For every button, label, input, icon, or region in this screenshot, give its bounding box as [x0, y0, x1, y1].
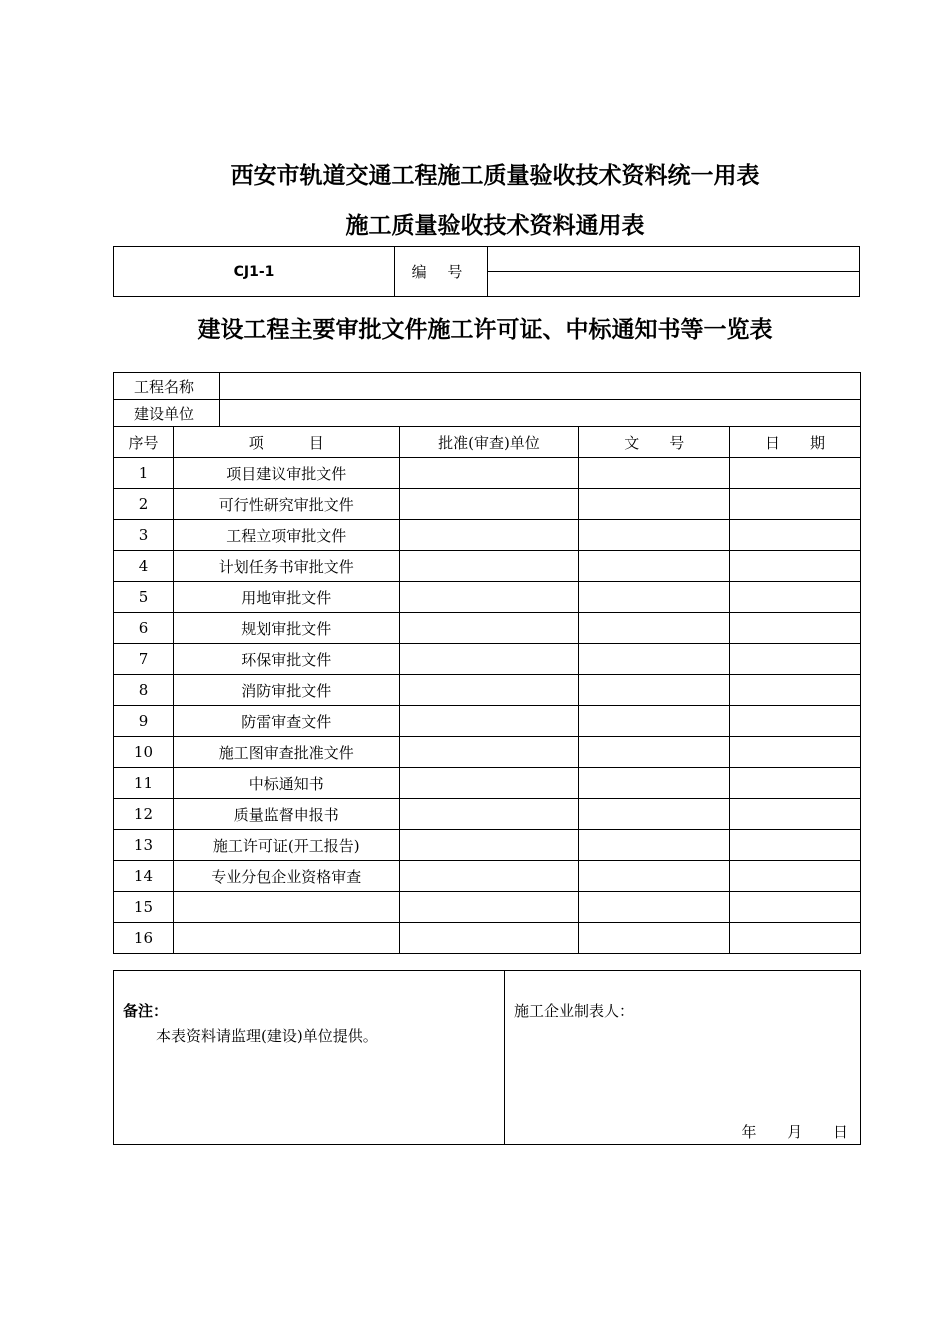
doc-no-cell[interactable] [579, 799, 730, 830]
number-label: 编 号 [395, 247, 488, 297]
approval-unit-cell[interactable] [399, 551, 579, 582]
project-name-label: 工程名称 [114, 373, 220, 400]
approval-unit-cell[interactable] [399, 923, 579, 954]
item-cell: 规划审批文件 [173, 613, 399, 644]
date-cell[interactable] [730, 675, 861, 706]
doc-no-cell[interactable] [579, 489, 730, 520]
doc-no-cell[interactable] [579, 675, 730, 706]
table-row [114, 551, 861, 582]
approval-unit-cell[interactable] [399, 861, 579, 892]
seq-cell: 15 [114, 892, 174, 923]
seq-cell: 3 [114, 520, 174, 551]
item-cell: 施工图审查批准文件 [173, 737, 399, 768]
doc-no-cell[interactable] [579, 520, 730, 551]
form-code: CJ1-1 [114, 247, 395, 297]
date-cell[interactable] [730, 737, 861, 768]
doc-no-cell[interactable] [579, 892, 730, 923]
number-field[interactable] [488, 247, 860, 297]
notes-text: 本表资料请监理(建设)单位提供。 [156, 1027, 378, 1045]
approval-unit-cell[interactable] [399, 737, 579, 768]
doc-no-header: 文 号 [579, 427, 730, 458]
approval-unit-cell[interactable] [399, 489, 579, 520]
seq-cell: 5 [114, 582, 174, 613]
seq-cell: 14 [114, 861, 174, 892]
doc-no-cell[interactable] [579, 582, 730, 613]
seq-cell: 16 [114, 923, 174, 954]
date-cell[interactable] [730, 458, 861, 489]
table-row [114, 830, 861, 861]
date-cell[interactable] [730, 644, 861, 675]
approval-unit-cell[interactable] [399, 675, 579, 706]
notes-title: 备注： [123, 1002, 169, 1020]
item-cell: 专业分包企业资格审查 [173, 861, 399, 892]
seq-cell: 2 [114, 489, 174, 520]
seq-cell: 11 [114, 768, 174, 799]
seq-cell: 9 [114, 706, 174, 737]
item-cell: 施工许可证(开工报告) [173, 830, 399, 861]
item-cell: 质量监督申报书 [173, 799, 399, 830]
table-row [114, 768, 861, 799]
project-name-field[interactable] [219, 373, 860, 400]
approval-unit-cell[interactable] [399, 768, 579, 799]
number-line [488, 247, 859, 272]
item-cell: 消防审批文件 [173, 675, 399, 706]
date-cell[interactable] [730, 861, 861, 892]
doc-no-cell[interactable] [579, 644, 730, 675]
item-cell: 项目建议审批文件 [173, 458, 399, 489]
date-cell[interactable] [730, 706, 861, 737]
date-cell[interactable] [730, 892, 861, 923]
table-row [114, 706, 861, 737]
doc-no-cell[interactable] [579, 861, 730, 892]
date-cell[interactable] [730, 582, 861, 613]
seq-cell: 4 [114, 551, 174, 582]
seq-cell: 12 [114, 799, 174, 830]
seq-cell: 8 [114, 675, 174, 706]
doc-no-cell[interactable] [579, 830, 730, 861]
date-cell[interactable] [730, 489, 861, 520]
table-row [114, 892, 861, 923]
table-row [114, 861, 861, 892]
item-cell: 防雷审查文件 [173, 706, 399, 737]
item-cell: 环保审批文件 [173, 644, 399, 675]
table-row [114, 737, 861, 768]
seq-cell: 13 [114, 830, 174, 861]
table-row [114, 799, 861, 830]
doc-no-cell[interactable] [579, 768, 730, 799]
maker-cell[interactable] [505, 971, 861, 1145]
approval-unit-cell[interactable] [399, 458, 579, 489]
date-cell[interactable] [730, 613, 861, 644]
seq-header: 序号 [114, 427, 174, 458]
form-series-title: 西安市轨道交通工程施工质量验收技术资料统一用表 [230, 163, 760, 189]
approval-documents-table [113, 372, 861, 954]
seq-cell: 7 [114, 644, 174, 675]
date-cell[interactable] [730, 551, 861, 582]
date-cell[interactable] [730, 830, 861, 861]
item-cell: 计划任务书审批文件 [173, 551, 399, 582]
doc-no-cell[interactable] [579, 458, 730, 489]
client-unit-label: 建设单位 [114, 400, 220, 427]
doc-no-cell[interactable] [579, 706, 730, 737]
doc-no-cell[interactable] [579, 613, 730, 644]
item-cell: 用地审批文件 [173, 582, 399, 613]
table-row [114, 582, 861, 613]
date-cell[interactable] [730, 799, 861, 830]
date-header: 日 期 [730, 427, 861, 458]
approval-unit-cell[interactable] [399, 799, 579, 830]
date-cell[interactable] [730, 520, 861, 551]
approval-unit-cell[interactable] [399, 582, 579, 613]
item-cell [173, 923, 399, 954]
approval-unit-cell[interactable] [399, 644, 579, 675]
seq-cell: 10 [114, 737, 174, 768]
approval-unit-cell[interactable] [399, 706, 579, 737]
seq-cell: 6 [114, 613, 174, 644]
table-row [114, 675, 861, 706]
approval-unit-cell[interactable] [399, 830, 579, 861]
form-code-table [113, 246, 860, 297]
item-cell: 中标通知书 [173, 768, 399, 799]
item-cell [173, 892, 399, 923]
date-cell[interactable] [730, 923, 861, 954]
item-cell: 可行性研究审批文件 [173, 489, 399, 520]
table-row [114, 458, 861, 489]
seq-cell: 1 [114, 458, 174, 489]
maker-label: 施工企业制表人： [514, 1002, 635, 1020]
table-row [114, 489, 861, 520]
approval-unit-header: 批准(审查)单位 [399, 427, 579, 458]
doc-no-cell[interactable] [579, 737, 730, 768]
doc-no-cell[interactable] [579, 923, 730, 954]
doc-no-cell[interactable] [579, 551, 730, 582]
form-category-title: 施工质量验收技术资料通用表 [345, 213, 645, 239]
client-unit-field[interactable] [219, 400, 860, 427]
item-header: 项 目 [173, 427, 399, 458]
date-cell[interactable] [730, 768, 861, 799]
approval-unit-cell[interactable] [399, 520, 579, 551]
approval-unit-cell[interactable] [399, 892, 579, 923]
table-row [114, 923, 861, 954]
table-row [114, 644, 861, 675]
approval-unit-cell[interactable] [399, 613, 579, 644]
notes-cell[interactable] [114, 971, 505, 1145]
item-cell: 工程立项审批文件 [173, 520, 399, 551]
date-line: 年 月 日 [741, 1123, 848, 1141]
table-row [114, 613, 861, 644]
form-title: 建设工程主要审批文件施工许可证、中标通知书等一览表 [197, 317, 773, 343]
notes-table [113, 970, 861, 1145]
table-row [114, 520, 861, 551]
